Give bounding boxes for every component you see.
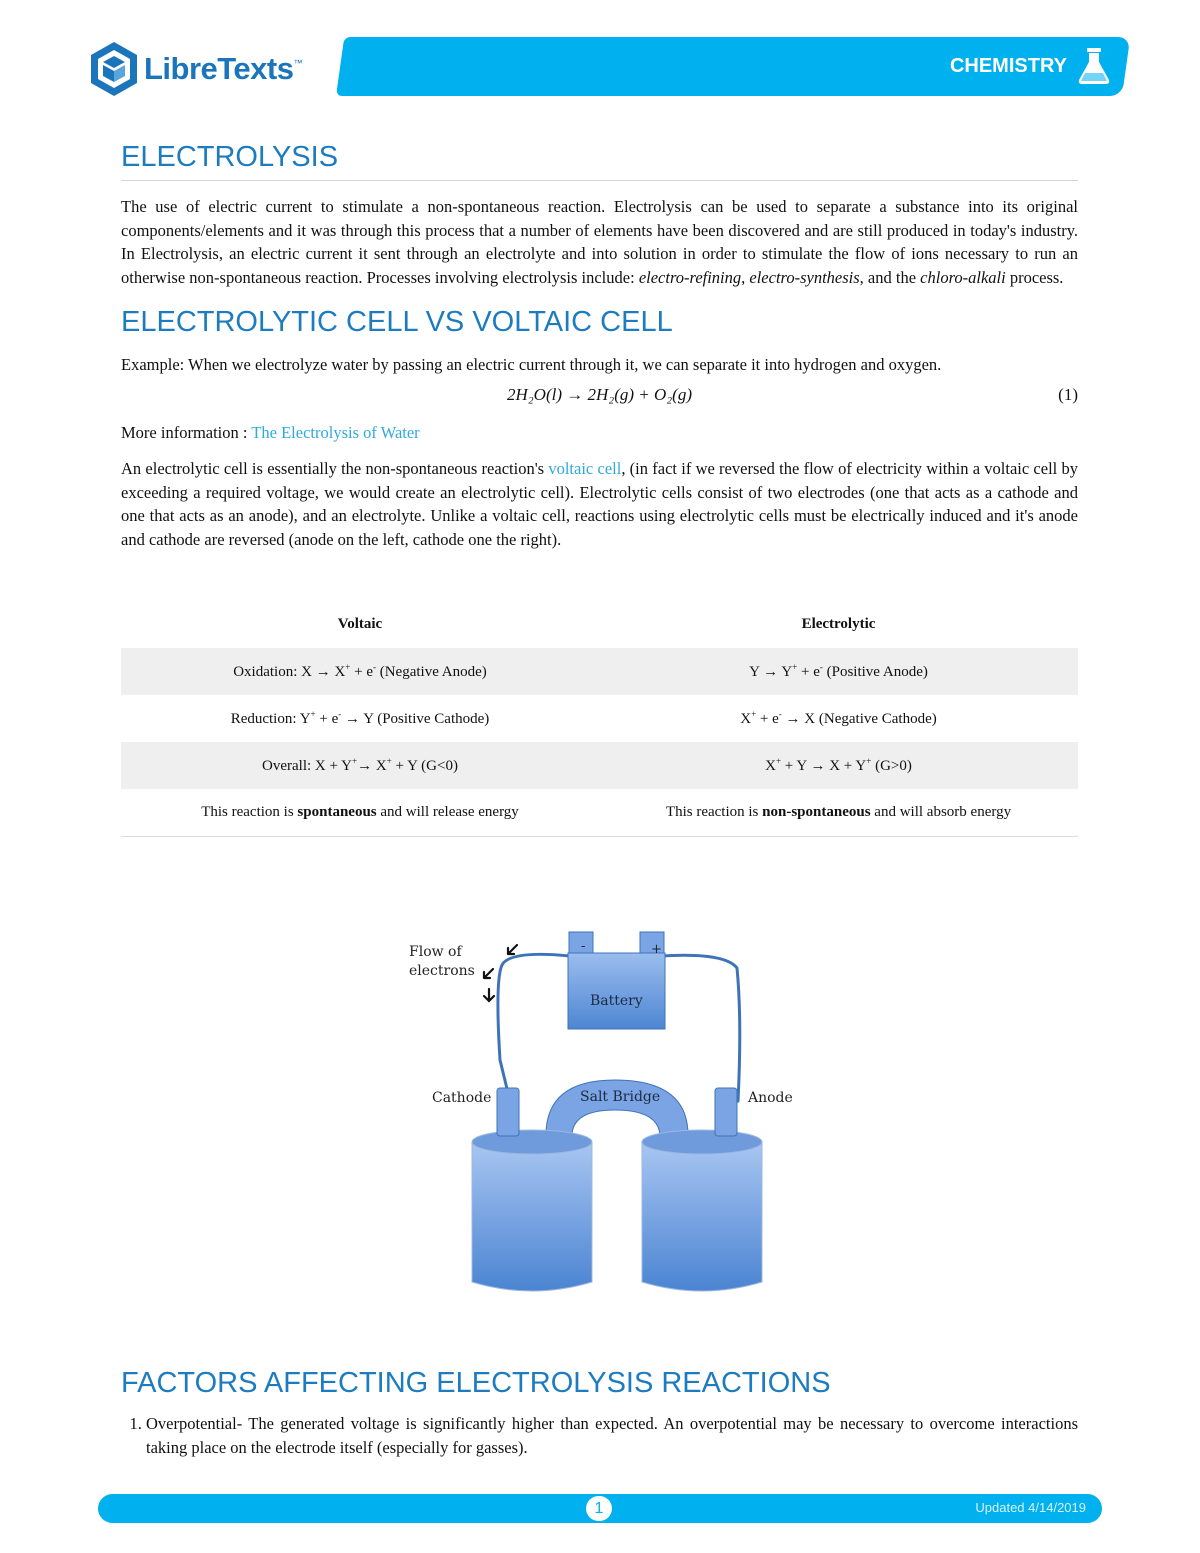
table-row xyxy=(121,648,1078,695)
battery-negative-label: - xyxy=(581,939,586,954)
table-row xyxy=(121,742,1078,789)
cell-voltaic-overall: Overall: X + Y+→ X+ + Y (G<0) xyxy=(121,742,599,789)
cell-voltaic-reduction: Reduction: Y+ + e- → Y (Positive Cathode) xyxy=(230,709,490,727)
example-text: Example: When we electrolyze water by passing an electric current through it, we can separate it into hydrogen and oxygen. xyxy=(121,355,942,374)
term-electro-refining: electro-refining xyxy=(638,267,742,287)
cathode-label: Cathode xyxy=(432,1090,492,1106)
more-info-line: More information : The Electrolysis of Water xyxy=(121,422,420,442)
libretexts-hexagon-icon xyxy=(88,40,140,98)
libretexts-logo[interactable] xyxy=(88,38,308,100)
table-row xyxy=(121,695,1078,742)
cell-electrolytic-reduction: X+ + e- → X (Negative Cathode) xyxy=(740,709,937,727)
term-chloro-alkali: chloro-alkali xyxy=(920,267,1006,287)
equation: 2H₂O(l) → 2H₂(g) + O₂(g) xyxy=(507,384,692,404)
electrolysis-of-water-link[interactable]: The Electrolysis of Water xyxy=(251,422,420,442)
battery-label: Battery xyxy=(590,993,643,1009)
equation-number: (1) xyxy=(1058,384,1078,404)
cell-electrolytic-energy: This reaction is non-spontaneous and will absorb energy xyxy=(599,789,1078,837)
battery-positive-label: + xyxy=(651,942,662,957)
flow-label-line2: electrons xyxy=(409,963,475,979)
logo-text: LibreTexts xyxy=(144,51,294,86)
page-number: 1 xyxy=(586,1496,612,1521)
salt-bridge-label: Salt Bridge xyxy=(580,1089,661,1105)
cell-electrolytic-overall: X+ + Y → X + Y+ (G>0) xyxy=(599,742,1078,789)
flow-label-line1: Flow of xyxy=(409,944,462,960)
cell-electrolytic-oxidation: Y → Y+ + e- (Positive Anode) xyxy=(599,648,1078,695)
footer-bar xyxy=(98,1494,1102,1523)
electrolysis-heading-block xyxy=(121,140,1078,181)
flask-icon xyxy=(1076,47,1112,85)
factors-heading: FACTORS AFFECTING ELECTROLYSIS REACTIONS xyxy=(121,1367,831,1399)
anode-label: Anode xyxy=(748,1090,793,1106)
electrolytic-cell-paragraph: An electrolytic cell is essentially the non-spontaneous reaction's voltaic cell, (in fact if we reversed the flow of electricity within a voltaic cell by exceeding a required voltage, we would create an electrolytic cell). Electrolytic cells consist of two electrodes (one that acts as a cathode and one that acts as an anode), and an electrolyte. Unlike a voltaic cell, reactions using electrolytic cells must be electrically induced and it's anode and cathode are reversed (anode on the left, cathode one the right). xyxy=(121,459,1078,549)
equation-row xyxy=(121,385,1078,413)
electrolysis-heading: ELECTROLYSIS xyxy=(121,141,339,173)
factors-list xyxy=(121,1412,1078,1459)
comparison-table xyxy=(121,601,1078,837)
cells-heading: ELECTROLYTIC CELL VS VOLTAIC CELL xyxy=(121,306,673,338)
table-row xyxy=(121,789,1078,837)
term-electro-synthesis: electro-synthesis xyxy=(749,267,860,287)
voltaic-cell-link[interactable]: voltaic cell xyxy=(548,459,622,478)
logo-trademark: ™ xyxy=(293,58,303,68)
table-header-row xyxy=(121,601,1078,648)
cell-voltaic-oxidation: Oxidation: X → X+ + e- (Negative Anode) xyxy=(121,648,599,695)
header-banner-content xyxy=(340,37,1122,96)
article-content xyxy=(121,140,1078,837)
column-header-electrolytic: Electrolytic xyxy=(801,616,876,632)
electrolysis-paragraph: The use of electric current to stimulate a non-spontaneous reaction. Electrolysis can be used to separate a substance into its original components/elements and it was through this process that a number of elements have been discovered and are still produced in today's industry. In Electrolysis, an electric current it sent through an electrolyte and into solution in order to stimulate the flow of ions necessary to run an otherwise non-spontaneous reaction. Processes involving electrolysis include: electro-refining, electro-synthesis, and the chloro-alkali process. xyxy=(121,197,1078,287)
updated-date: Updated 4/14/2019 xyxy=(975,1500,1086,1515)
column-header-voltaic: Voltaic xyxy=(337,616,383,632)
factors-section xyxy=(121,1366,1078,1459)
list-item: 1. Overpotential- The generated voltage is significantly higher than expected. An overpotential may be necessary to overcome interactions taking place on the electrode itself (especially for gasses). xyxy=(146,1412,1078,1459)
cell-voltaic-energy: This reaction is spontaneous and will release energy xyxy=(121,789,599,837)
battery xyxy=(568,932,665,1029)
subject-label[interactable]: CHEMISTRY xyxy=(949,55,1067,77)
electrolytic-cell-diagram xyxy=(400,920,800,1305)
